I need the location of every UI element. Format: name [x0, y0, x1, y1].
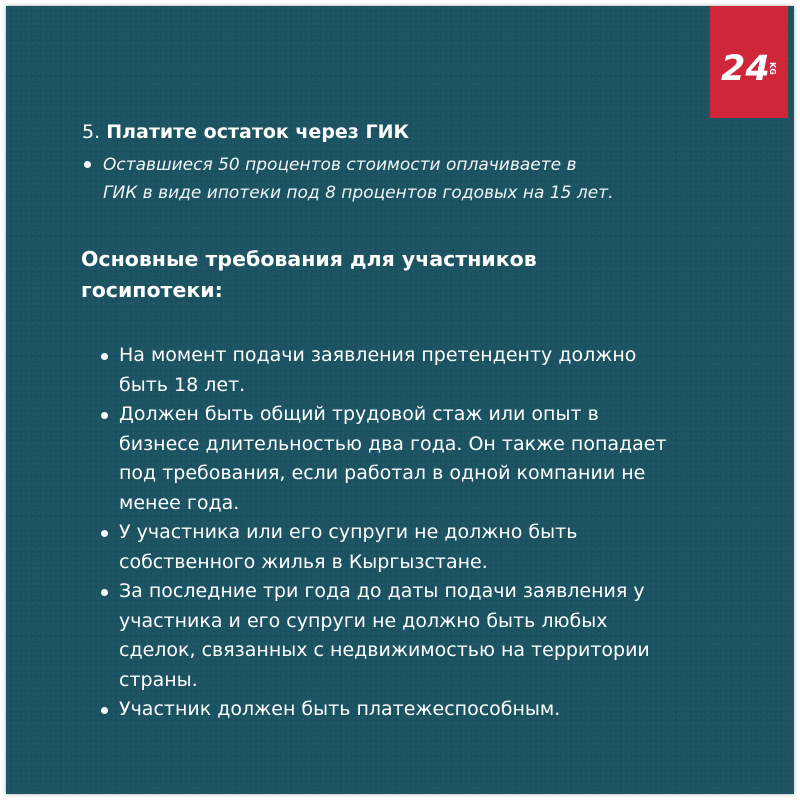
step-number: 5. — [82, 121, 101, 143]
title-line: Основные требования для участников — [81, 247, 537, 271]
bullet-icon — [101, 412, 108, 419]
text-line: Должен быть общий трудовой стаж или опыт в — [119, 403, 599, 425]
bullet-icon — [84, 161, 91, 168]
content — [6, 6, 794, 794]
text-line: быть 18 лет. — [119, 373, 246, 396]
text-line: бизнесе длительностью два года. Он также попадает — [119, 432, 667, 455]
text-line: Оставшиеся 50 процентов стоимости оплачиваете в — [103, 155, 577, 175]
text-line: За последние три года до даты подачи заявления у — [119, 580, 645, 602]
text-line: сделок, связанных с недвижимостью на территории — [119, 639, 650, 661]
info-card — [6, 6, 794, 794]
text-line: У участника или его супруги не должно быть — [119, 521, 578, 543]
step-title: Платите остаток через ГИК — [106, 121, 409, 143]
text-line: ГИК в виде ипотеки под 8 процентов годовых на 15 лет. — [103, 183, 614, 203]
step-details — [82, 151, 732, 207]
text-line: Участник должен быть платежеспособным. — [119, 698, 561, 720]
list-item — [100, 518, 740, 577]
bullet-icon — [101, 530, 108, 537]
bullet-icon — [101, 707, 108, 714]
text-line: под требования, если работал в одной компании не — [119, 462, 646, 484]
bullet-icon — [101, 353, 108, 360]
list-item — [100, 577, 740, 695]
section-title — [81, 244, 681, 306]
text-line: страны. — [119, 668, 198, 691]
list-item — [100, 400, 740, 518]
requirements-list — [100, 341, 740, 725]
text-line: участника и его супруги не должно быть любых — [119, 609, 608, 632]
logo-number: 24 — [721, 49, 770, 89]
bullet-icon — [101, 589, 108, 596]
text-line: собственного жилья в Кыргызстане. — [119, 550, 488, 573]
step-heading — [82, 119, 409, 145]
list-item — [100, 341, 740, 400]
title-line: госипотеки: — [81, 278, 223, 302]
list-item — [100, 695, 740, 725]
text-line: На момент подачи заявления претенденту должно — [119, 344, 637, 366]
list-item — [82, 151, 732, 207]
text-line: менее года. — [119, 491, 240, 514]
logo-suffix: KG — [768, 62, 777, 75]
